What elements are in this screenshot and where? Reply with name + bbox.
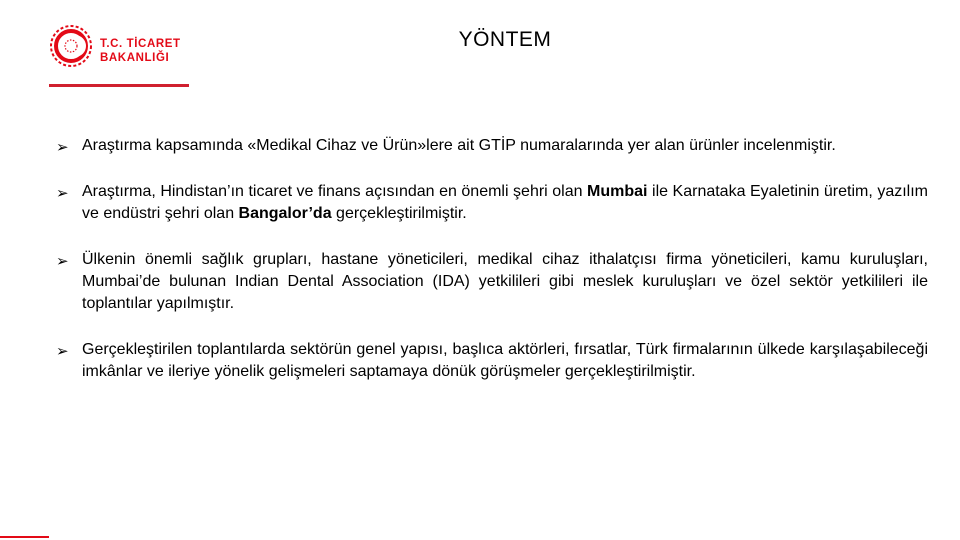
bullet-2-bold-bangalor: Bangalor’da: [238, 205, 332, 222]
bullet-item-2: [56, 181, 928, 225]
bullet-2-text-c: gerçekleştirilmiştir.: [331, 205, 467, 222]
arrow-bullet-icon: ➢: [56, 252, 69, 270]
arrow-bullet-icon: ➢: [56, 342, 69, 360]
logo-line-1: T.C. TİCARET: [100, 38, 181, 50]
title-divider: [49, 84, 189, 87]
bullet-2-bold-mumbai: Mumbai: [587, 183, 648, 200]
bullet-item-1: [56, 135, 928, 157]
corner-accent-line: [0, 536, 49, 538]
bullet-item-3: [56, 249, 928, 315]
arrow-bullet-icon: ➢: [56, 138, 69, 156]
arrow-bullet-icon: ➢: [56, 184, 69, 202]
bullet-item-4: [56, 339, 928, 383]
bullet-1-text: Araştırma kapsamında «Medikal Cihaz ve Ürün»lere ait GTİP numaralarında yer alan ürünler incelenmiştir.: [82, 137, 836, 154]
bullet-3-text: Ülkenin önemli sağlık grupları, hastane yöneticileri, medikal cihaz ithalatçısı firma yöneticileri, kamu kuruluşları, Mumbai’de bulunan Indian Dental Association (IDA) yetkilileri gibi meslek kuruluşları ve özel sektör yetkilileri ile toplantılar yapılmıştır.: [82, 251, 928, 312]
bullet-2-text-b: ile Karnataka Eyaletinin üretim, yazılım ve endüstri şehri olan: [82, 183, 928, 222]
logo-line-2: BAKANLIĞI: [100, 52, 170, 64]
bullet-2-text-a: Araştırma, Hindistan’ın ticaret ve finans açısından en önemli şehri olan: [82, 183, 588, 200]
page-title: YÖNTEM: [458, 28, 552, 51]
bullet-list: [56, 135, 928, 383]
bullet-4-text: Gerçekleştirilen toplantılarda sektörün genel yapısı, başlıca aktörleri, fırsatlar, Türk firmalarının ülkede karşılaşabileceği imkânlar ve ileriye yönelik gelişmeleri saptamaya dönük görüşmeler gerçekleştirilmiştir.: [82, 341, 928, 380]
